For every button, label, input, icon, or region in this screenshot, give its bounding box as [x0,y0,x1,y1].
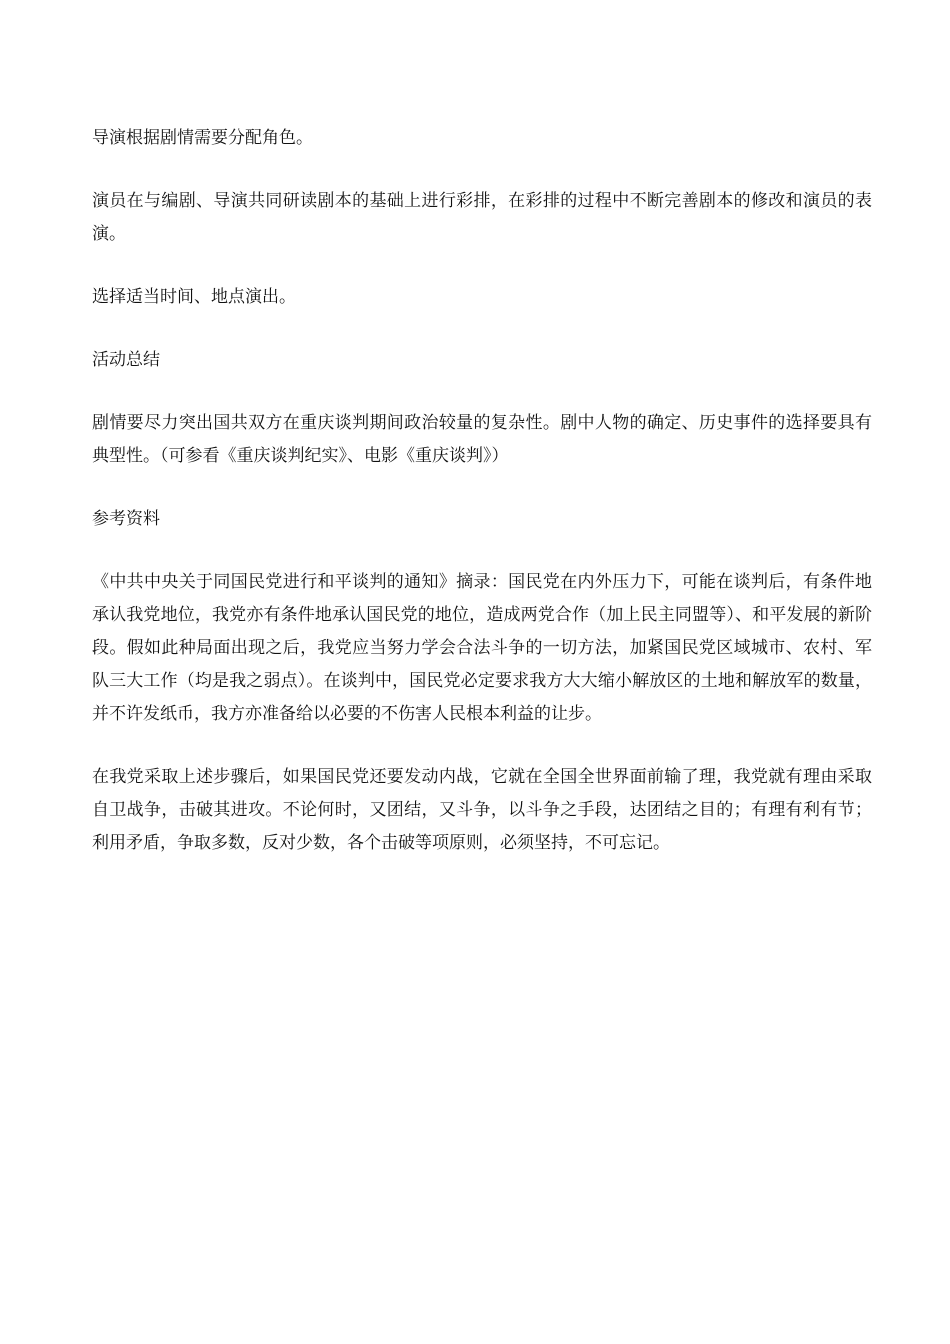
paragraph-performance: 选择适当时间、地点演出。 [92,287,296,307]
document-body [92,122,872,890]
paragraph-rehearsal: 演员在与编剧、导演共同研读剧本的基础上进行彩排，在彩排的过程中不断完善剧本的修改和演员的表演。 [92,191,872,244]
heading-references: 参考资料 [92,509,160,529]
paragraph-summary: 剧情要尽力突出国共双方在重庆谈判期间政治较量的复杂性。剧中人物的确定、历史事件的选择要具有典型性。（可参看《重庆谈判纪实》、电影《重庆谈判》） [92,413,872,466]
paragraph-reference-excerpt: 《中共中央关于同国民党进行和平谈判的通知》摘录：国民党在内外压力下，可能在谈判后，有条件地承认我党地位，我党亦有条件地承认国民党的地位，造成两党合作（加上民主同盟等）、和平发展的新阶段。假如此种局面出现之后，我党应当努力学会合法斗争的一切方法，加紧国民党区域城市、农村、军队三大工作（均是我之弱点）。在谈判中，国民党必定要求我方大大缩小解放区的土地和解放军的数量，并不许发纸币，我方亦准备给以必要的不伤害人民根本利益的让步。 [92,572,872,724]
heading-activity-summary: 活动总结 [92,350,160,370]
paragraph-reference-conclusion: 在我党采取上述步骤后，如果国民党还要发动内战，它就在全国全世界面前输了理，我党就有理由采取自卫战争，击破其进攻。不论何时，又团结，又斗争，以斗争之手段，达团结之目的；有理有利有节；利用矛盾，争取多数，反对少数，各个击破等项原则，必须坚持，不可忘记。 [92,767,872,853]
paragraph-role-assignment: 导演根据剧情需要分配角色。 [92,128,313,148]
